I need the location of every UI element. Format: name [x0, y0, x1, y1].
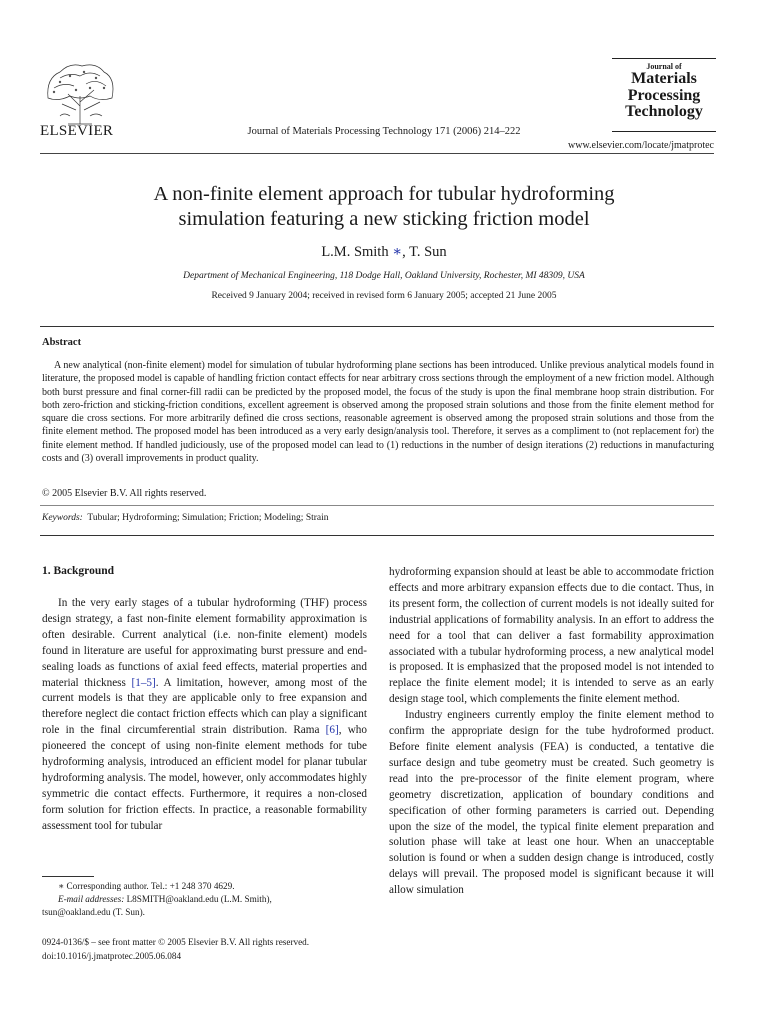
journal-logo-line: Processing	[627, 86, 701, 104]
author-name: L.M. Smith	[321, 244, 389, 260]
body-text: In the very early stages of a tubular hydroforming (THF) process design strategy, a fast non-finite element formability approximation is often desirable. Current analytical (i.e. non-finite element) models found in literature are useful for approximating burst pressure and end-sealing loads as functions of axial feed effects, material properties and material thickness	[42, 597, 367, 689]
copyright-notice: © 2005 Elsevier B.V. All rights reserved.	[42, 488, 207, 499]
journal-url-link[interactable]: www.elsevier.com/locate/jmatprotec	[568, 140, 714, 151]
footnote-divider	[42, 876, 94, 877]
header-divider	[40, 153, 714, 154]
right-column	[389, 565, 714, 899]
paper-title	[60, 182, 708, 232]
body-paragraph: Industry engineers currently employ the finite element method to confirm the appropriate design for the tube hydroformed product. Before finite element analysis (FEA) is conducted, a tentative die surface design and tube geometry must be created. Such geometry is read into the pre-processor of the finite element program, where geometry discretization, application of boundary conditions and specification of other forming parameters is carried out. Depending upon the size of the model, the typical finite element preparation and solution phase will take at least one hour. When an unacceptable solution is found or when a sudden design change is introduced, costly delays will prevail. The proposed model is significant because it will allow simulation	[389, 709, 714, 897]
body-paragraph	[42, 596, 367, 835]
body-paragraph: hydroforming expansion should at least be able to accommodate friction effects and more arbitrary expansion effects due to die contact. Thus, in its present form, the collection of current models is not ideally suited for industrial applications of formability analysis. In an effort to address the need for a tool that can deliver a fast formability approximation associated with a tubular hydroforming process, a new analytical model is proposed. It is emphasized that the proposed model is not intended to replace the finite element model; it is intended to serve as an early design stage tool, which complements the finite element method.	[389, 566, 714, 706]
citation-link[interactable]: [1–5]	[131, 676, 156, 689]
title-line: A non-finite element approach for tubular hydroforming	[153, 183, 615, 205]
body-text: , who pioneered the concept of using non-finite element methods for tube hydroforming analysis, introduced an efficient model for planar tubular hydroforming analysis. The model, however, only accommodates highly symmetric die contact effects. Furthermore, it requires a non-closed form solution for friction effects. In practice, a reasonable formability assessment tool for tubular	[42, 724, 367, 832]
footnote-email-label: E-mail addresses:	[58, 894, 125, 904]
front-matter	[42, 935, 309, 963]
keywords-text: Tubular; Hydroforming; Simulation; Friction; Modeling; Strain	[87, 513, 329, 523]
left-column	[42, 596, 367, 835]
footnote-email: L8SMITH@oakland.edu (L.M. Smith),	[124, 894, 272, 904]
affiliation: Department of Mechanical Engineering, 118 Dodge Hall, Oakland University, Rochester, MI 48309, USA	[183, 271, 585, 281]
journal-logo-line: Technology	[625, 103, 703, 120]
section-heading: 1. Background	[42, 565, 115, 577]
abstract-body: A new analytical (non-finite element) model for simulation of tubular hydroforming plane sections has been introduced. Unlike previous analytical models found in literature, the proposed model is capable of handling friction contact effects for near arbitrary cross sections through the employment of a new friction model. Although both burst pressure and final corner-fill radii can be predicted by the proposed model, the focus of the study is upon the final membrane hoop strain distribution. For both zero-friction and sticking-friction conditions, excellent agreement is observed among the proposed strain solutions and those from the finite element method for square die cross sections. For more arbitrarily defined die cross sections, reasonable agreement is observed among the proposed strain solutions and those from the finite element method. The proposed model has been introduced as a very early design/analysis tool. Therefore, it serves as a compliment to (not replacement for) the finite element method. If handled judiciously, use of the proposed model can lead to (1) reductions in the number of design iterations (2) reductions in manufacturing costs and (3) overall improvements in product quality.	[42, 360, 714, 465]
footnote-line: ∗ Corresponding author. Tel.: +1 248 370 4629.	[58, 881, 235, 891]
publisher-name: ELSEVIER	[40, 123, 114, 139]
journal-logo	[612, 58, 716, 132]
citation-link[interactable]: [6]	[325, 724, 339, 737]
journal-logo-of: Journal of	[646, 62, 682, 71]
author-name: , T. Sun	[402, 244, 447, 260]
divider	[40, 505, 714, 506]
received-dates: Received 9 January 2004; received in revised form 6 January 2005; accepted 21 June 2005	[211, 291, 557, 301]
footnote	[42, 880, 372, 919]
doi-line: doi:10.1016/j.jmatprotec.2005.06.084	[42, 951, 182, 961]
divider	[40, 535, 714, 536]
elsevier-tree-logo	[40, 58, 120, 128]
body-text: . A limitation, however, among most of the current models is that they are applicable only to free expansion and therefore neglect die contact friction effects which can play a significant role in the final circumferential strain distribution. Rama	[42, 676, 367, 737]
journal-citation: Journal of Materials Processing Technology 171 (2006) 214–222	[247, 126, 521, 137]
corresponding-author-link[interactable]: ∗	[392, 244, 403, 260]
keywords	[42, 513, 329, 523]
footnote-line: tsun@oakland.edu (T. Sun).	[42, 907, 145, 917]
author-list	[0, 244, 768, 261]
abstract-heading: Abstract	[42, 337, 82, 348]
keywords-label: Keywords:	[42, 513, 83, 523]
journal-logo-line: Materials	[631, 70, 697, 87]
title-line: simulation featuring a new sticking friction model	[178, 208, 590, 230]
issn-line: 0924-0136/$ – see front matter © 2005 Elsevier B.V. All rights reserved.	[42, 937, 310, 947]
divider	[40, 326, 714, 327]
